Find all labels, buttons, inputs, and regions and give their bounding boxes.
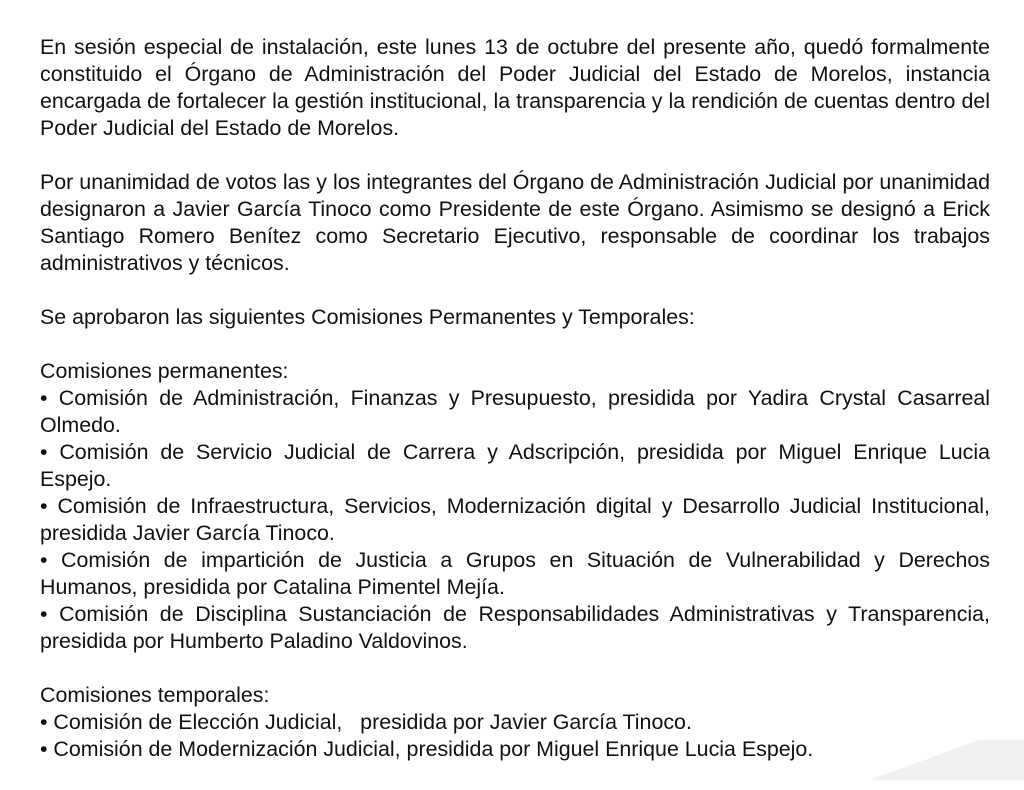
temporary-commissions-section — [40, 682, 990, 763]
permanent-commissions-section — [40, 358, 990, 655]
list-item: • Comisión de Elección Judicial, presidida por Javier García Tinoco. — [40, 710, 692, 734]
list-item: • Comisión de impartición de Justicia a Grupos en Situación de Vulnerabilidad y Derechos Humanos, presidida por Catalina Pimentel Mejía. — [40, 548, 990, 599]
list-item: • Comisión de Servicio Judicial de Carrera y Adscripción, presidida por Miguel Enrique Lucia Espejo. — [40, 440, 990, 491]
list-item: • Comisión de Disciplina Sustanciación de Responsabilidades Administrativas y Transparencia, presidida por Humberto Paladino Valdovinos. — [40, 602, 990, 653]
temporary-commissions-heading: Comisiones temporales: — [40, 683, 270, 707]
paragraph-commissions-intro: Se aprobaron las siguientes Comisiones Permanentes y Temporales: — [40, 305, 695, 329]
list-item: • Comisión de Modernización Judicial, presidida por Miguel Enrique Lucia Espejo. — [40, 737, 814, 761]
list-item: • Comisión de Infraestructura, Servicios, Modernización digital y Desarrollo Judicial Institucional, presidida Javier García Tinoco. — [40, 494, 990, 545]
permanent-commissions-heading: Comisiones permanentes: — [40, 359, 289, 383]
paragraph-designations: Por unanimidad de votos las y los integrantes del Órgano de Administración Judicial por unanimidad designaron a Javier García Tinoco como Presidente de este Órgano. Asimismo se designó a Erick Santiago Romero Benítez como Secretario Ejecutivo, responsable de coordinar los trabajos administrativos y técnicos. — [40, 170, 990, 275]
paragraph-installation: En sesión especial de instalación, este lunes 13 de octubre del presente año, quedó formalmente constituido el Órgano de Administración del Poder Judicial del Estado de Morelos, instancia encargada de fortalecer la gestión institucional, la transparencia y la rendición de cuentas dentro del Poder Judicial del Estado de Morelos. — [40, 35, 990, 140]
list-item: • Comisión de Administración, Finanzas y Presupuesto, presidida por Yadira Crystal Casarreal Olmedo. — [40, 386, 990, 437]
document-body — [40, 34, 990, 790]
corner-decoration — [874, 740, 1024, 780]
